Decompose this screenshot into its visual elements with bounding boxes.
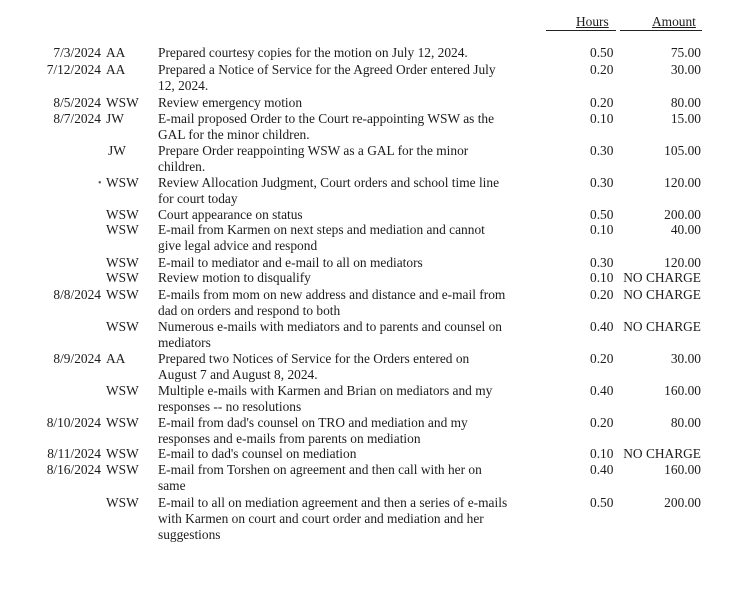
entry-hours: 0.30	[590, 255, 614, 270]
entry-description: E-mails from mom on new address and distance and e-mail from dad on orders and respond to both	[158, 287, 506, 318]
header-rule-hours	[546, 30, 616, 31]
entry-timekeeper: WSW	[106, 495, 139, 510]
entry-hours: 0.30	[590, 143, 614, 158]
entry-timekeeper: WSW	[106, 462, 139, 477]
entry-amount: 105.00	[664, 143, 701, 158]
entry-timekeeper: WSW	[106, 255, 139, 270]
entry-amount: NO CHARGE	[623, 270, 701, 285]
entry-description: Review emergency motion	[158, 95, 303, 110]
amount-header: Amount	[652, 14, 696, 29]
entry-hours: 0.10	[590, 270, 614, 285]
entry-date: 8/10/2024	[46, 415, 101, 430]
entry-hours: 0.40	[590, 319, 614, 334]
entry-description: E-mail proposed Order to the Court re-appointing WSW as the GAL for the minor children.	[158, 111, 495, 142]
entry-hours: 0.20	[590, 351, 614, 366]
entry-description: E-mail from Karmen on next steps and mediation and cannot give legal advice and respond	[158, 222, 485, 253]
entry-hours: 0.10	[590, 111, 614, 126]
entry-description: Prepared courtesy copies for the motion on July 12, 2024.	[158, 45, 468, 60]
header-rule-amount	[620, 30, 702, 31]
entry-timekeeper: JW	[108, 143, 126, 158]
entry-description: Prepare Order reappointing WSW as a GAL for the minor children.	[158, 143, 469, 174]
column-header	[0, 14, 729, 36]
entry-amount: 120.00	[664, 175, 701, 190]
entry-timekeeper: WSW	[106, 95, 139, 110]
entry-hours: 0.50	[590, 207, 614, 222]
entry-hours: 0.40	[590, 383, 614, 398]
entry-date: 8/8/2024	[53, 287, 101, 302]
entry-hours: 0.50	[590, 45, 614, 60]
entry-timekeeper: WSW	[106, 287, 139, 302]
entry-timekeeper: WSW	[106, 383, 139, 398]
entry-timekeeper: WSW	[106, 415, 139, 430]
entry-date: 8/11/2024	[47, 446, 101, 461]
entry-timekeeper: WSW	[106, 222, 139, 237]
entry-hours: 0.50	[590, 495, 614, 510]
entry-amount: 30.00	[670, 351, 701, 366]
entry-date: 8/7/2024	[53, 111, 101, 126]
entry-amount: 75.00	[670, 45, 701, 60]
entry-amount: 30.00	[670, 62, 701, 77]
entry-description: Prepared two Notices of Service for the Orders entered on August 7 and August 8, 2024.	[158, 351, 470, 382]
entry-date: 8/9/2024	[53, 351, 101, 366]
entry-timekeeper: WSW	[106, 207, 139, 222]
margin-tick-mark: •	[98, 178, 102, 189]
entry-amount: 120.00	[664, 255, 701, 270]
entry-amount: NO CHARGE	[623, 287, 701, 302]
entry-timekeeper: WSW	[106, 270, 139, 285]
entry-amount: 200.00	[664, 495, 701, 510]
entry-amount: 80.00	[670, 95, 701, 110]
entry-date: 8/16/2024	[46, 462, 101, 477]
entry-description: E-mail from dad's counsel on TRO and mediation and my responses and e-mails from parents on mediation	[158, 415, 468, 446]
entry-hours: 0.20	[590, 95, 614, 110]
entry-amount: NO CHARGE	[623, 319, 701, 334]
entry-description: Numerous e-mails with mediators and to parents and counsel on mediators	[158, 319, 502, 350]
entry-description: E-mail to dad's counsel on mediation	[158, 446, 357, 461]
entry-description: Review motion to disqualify	[158, 270, 311, 285]
entry-timekeeper: JW	[106, 111, 124, 126]
entry-amount: 15.00	[670, 111, 701, 126]
entry-date: 8/5/2024	[53, 95, 101, 110]
entry-timekeeper: AA	[106, 45, 126, 60]
entry-description: Multiple e-mails with Karmen and Brian on mediators and my responses -- no resolutions	[158, 383, 493, 414]
entry-description: Prepared a Notice of Service for the Agreed Order entered July 12, 2024.	[158, 62, 496, 93]
entry-timekeeper: WSW	[106, 319, 139, 334]
entry-hours: 0.10	[590, 222, 614, 237]
entry-hours: 0.20	[590, 415, 614, 430]
entry-date: 7/3/2024	[53, 45, 101, 60]
entry-amount: 40.00	[670, 222, 701, 237]
entry-description: E-mail to all on mediation agreement and then a series of e-mails with Karmen on court and court order and mediation and her suggestions	[158, 495, 508, 542]
entry-description: E-mail from Torshen on agreement and then call with her on same	[158, 462, 482, 493]
entry-hours: 0.10	[590, 446, 614, 461]
entry-hours: 0.30	[590, 175, 614, 190]
entry-description: E-mail to mediator and e-mail to all on mediators	[158, 255, 423, 270]
entry-amount: 160.00	[664, 462, 701, 477]
entry-timekeeper: AA	[106, 351, 126, 366]
entry-date: 7/12/2024	[46, 62, 101, 77]
entry-timekeeper: WSW	[106, 446, 139, 461]
entry-description: Court appearance on status	[158, 207, 303, 222]
entry-amount: 160.00	[664, 383, 701, 398]
entry-hours: 0.20	[590, 287, 614, 302]
entry-hours: 0.40	[590, 462, 614, 477]
entry-hours: 0.20	[590, 62, 614, 77]
entry-timekeeper: AA	[106, 62, 126, 77]
entry-amount: 200.00	[664, 207, 701, 222]
hours-header: Hours	[576, 14, 609, 29]
entry-amount: 80.00	[670, 415, 701, 430]
entry-amount: NO CHARGE	[623, 446, 701, 461]
entry-timekeeper: WSW	[106, 175, 139, 190]
entry-description: Review Allocation Judgment, Court orders and school time line for court today	[158, 175, 500, 206]
